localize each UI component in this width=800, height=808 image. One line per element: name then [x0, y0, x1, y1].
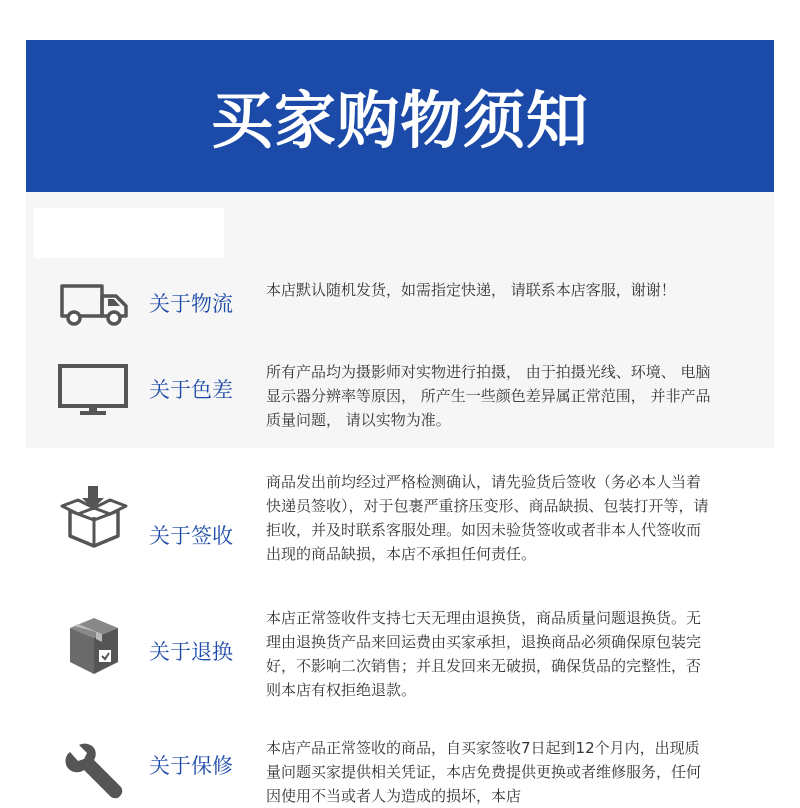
- section-text: 本店默认随机发货，如需指定快递， 请联系本店客服，谢谢！: [266, 281, 676, 299]
- section-label: 关于签收: [149, 524, 233, 548]
- section-label: 关于物流: [149, 292, 233, 316]
- section-label: 关于保修: [149, 754, 233, 778]
- return-box-icon: [56, 614, 132, 678]
- section-text: 所有产品均为摄影师对实物进行拍摄， 由于拍摄光线、环境、 电脑显示器分辨率等原因， 所产生一些颜色差异属正常范围， 并非产品质量问题， 请以实物为准。: [266, 363, 711, 429]
- truck-icon: [56, 274, 132, 334]
- panel-blank-area: [34, 208, 224, 258]
- monitor-icon: [56, 360, 132, 420]
- section-label: 关于色差: [149, 378, 233, 402]
- title-banner: [26, 40, 774, 192]
- section-text: 本店正常签收件支持七天无理由退换货，商品质量问题退换货。无理由退换货产品来回运费由买家承担，退换商品必须确保原包装完好，不影响二次销售；并且发回来无破损，确保货品的完整性，否则本店有权拒绝退款。: [266, 609, 702, 699]
- section-text: 商品发出前均经过严格检测确认，请先验货后签收（务必本人当着快递员签收），对于包裹严重挤压变形、商品缺损、包装打开等，请拒收，并及时联系客服处理。如因未验货签收或者非本人代签收而出现的商品缺损，本店不承担任何责任。: [266, 473, 709, 563]
- section-label: 关于退换: [149, 640, 233, 664]
- page-title: 买家购物须知: [210, 84, 589, 157]
- wrench-icon: [56, 742, 132, 802]
- section-text: 本店产品正常签收的商品，自买家签收7日起到12个月内，出现质量问题买家提供相关凭证，本店免费提供更换或者维修服务，任何因使用不当或者人为造成的损坏，本店: [266, 739, 702, 805]
- package-receive-icon: [56, 484, 132, 548]
